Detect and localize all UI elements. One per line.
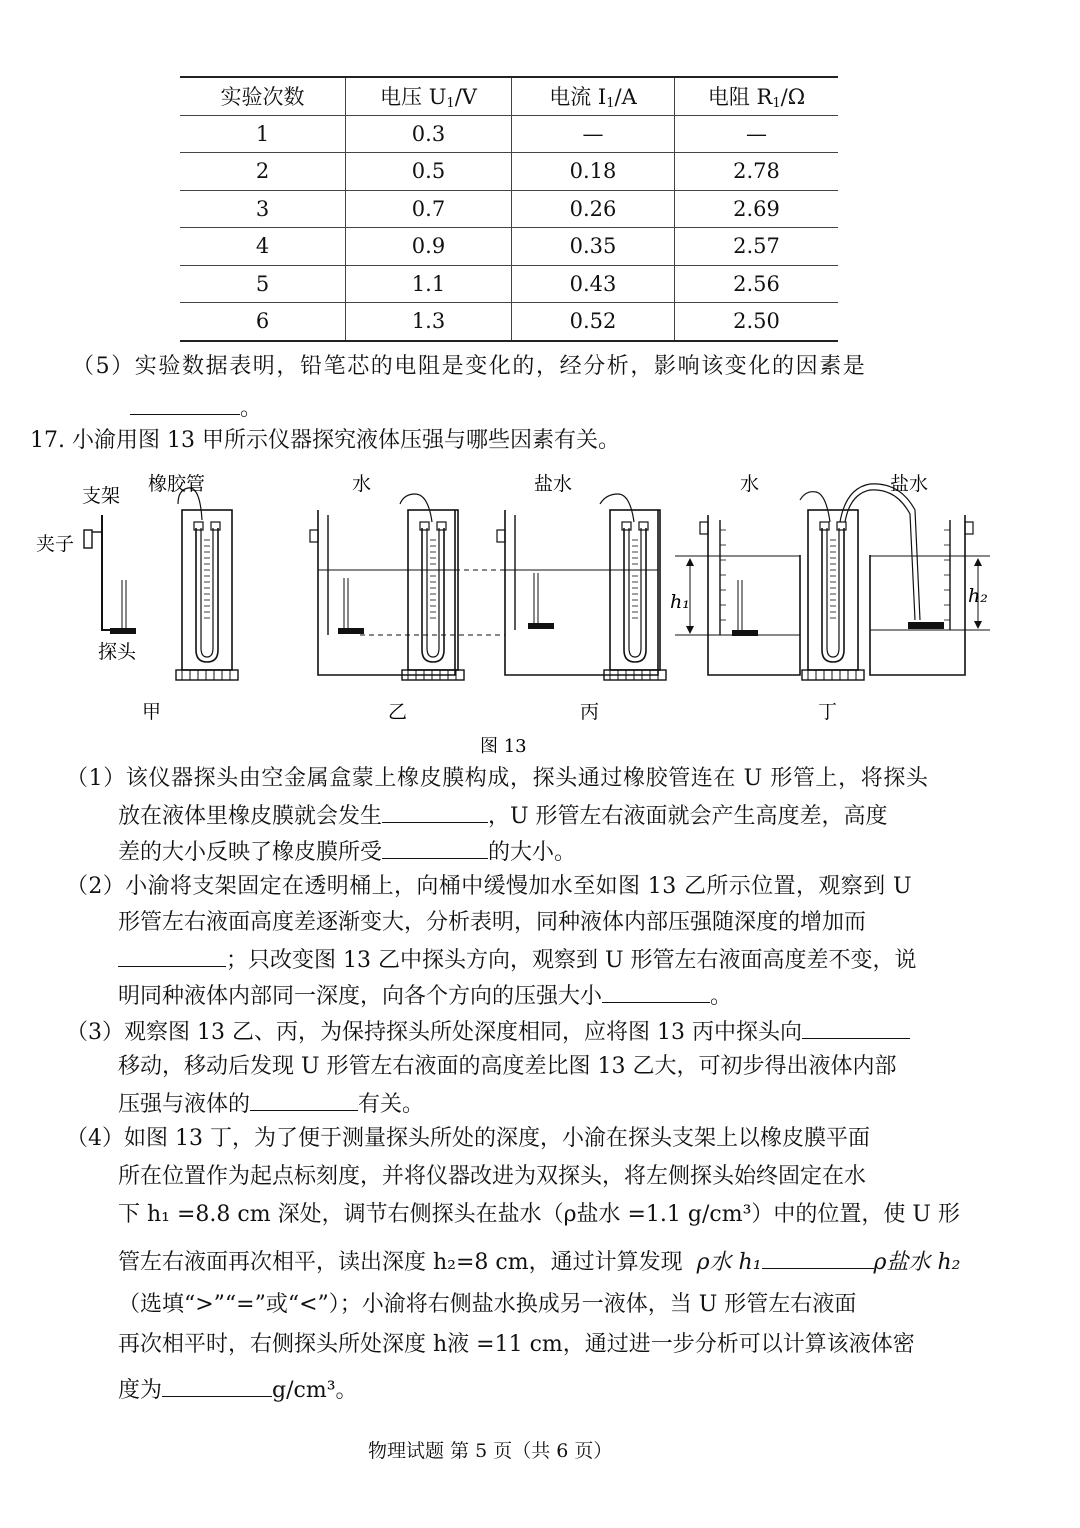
label-water-yi: 水 [352,473,372,495]
table-row [180,303,838,341]
subfigure-ding [670,473,990,723]
table-row [180,115,838,153]
table-row [180,153,838,191]
q17-p3-line3: 压强与液体的 有关。 [118,1088,424,1120]
answer-blank-equal[interactable] [602,980,710,1003]
table-cell: 4 [180,228,346,266]
answer-blank-density[interactable] [250,1088,358,1111]
answer-blank-deform[interactable] [382,800,488,823]
q17-p3-line2: 移动，移动后发现 U 形管左右液面的高度差比图 13 乙大，可初步得出液体内部 [118,1054,897,1079]
q17-p2-line4: 明同种液体内部同一深度，向各个方向的压强大小 。 [118,980,732,1012]
q17-p3-line1: （3）观察图 13 乙、丙，为保持探头所处深度相同，应将图 13 丙中探头向 [66,1016,910,1048]
label-stand: 支架 [82,485,121,507]
table-cell: 0.9 [346,228,512,266]
label-h2: h₂ [968,585,988,607]
answer-blank-liquid-density[interactable] [162,1374,272,1397]
header-current: 电流 $I_1/A$ [512,77,675,115]
subfig-label-jia: 甲 [142,701,162,723]
table-cell: 2.57 [675,228,839,266]
table-cell: 2.50 [675,303,839,341]
table-cell: 2.78 [675,153,839,191]
label-saltwater-bing: 盐水 [534,473,573,495]
q16-part5-text: （5）实验数据表明，铅笔芯的电阻是变化的，经分析，影响该变化的因素是 [72,354,867,379]
answer-blank-pressure[interactable] [382,836,488,859]
q17-p4-line1: （4）如图 13 丁，为了便于测量探头所处的深度，小渝在探头支架上以橡皮膜平面 [66,1126,870,1151]
subfigure-jia [36,473,238,723]
label-clip: 夹子 [36,533,75,555]
table-cell: 0.7 [346,190,512,228]
table-cell: 0.5 [346,153,512,191]
figure-13 [36,470,1000,760]
table-cell: 0.26 [512,190,675,228]
q17-p1-line2: 放在液体里橡皮膜就会发生 ，U 形管左右液面就会产生高度差，高度 [118,800,888,832]
table-cell: 0.18 [512,153,675,191]
table-cell: 0.3 [346,115,512,153]
table-cell: 5 [180,265,346,303]
answer-blank-direction[interactable] [802,1016,910,1039]
answer-blank-compare[interactable] [762,1246,874,1269]
q17-p1-line3: 差的大小反映了橡皮膜所受 的大小。 [118,836,576,868]
table-row [180,265,838,303]
table-row [180,228,838,266]
label-probe: 探头 [98,641,137,663]
figure-caption: 图 13 [480,736,527,757]
subfigure-bing [497,473,666,723]
table-cell: — [675,115,839,153]
label-saltwater-ding: 盐水 [890,473,929,495]
data-table [180,76,838,342]
table-cell: 1.3 [346,303,512,341]
subfig-label-bing: 丙 [580,701,600,723]
table-cell: 0.43 [512,265,675,303]
answer-blank-increase[interactable] [118,944,226,967]
table-cell: 2.69 [675,190,839,228]
header-trial: 实验次数 [180,77,346,115]
table-row [180,190,838,228]
q17-p2-line3: ；只改变图 13 乙中探头方向，观察到 U 形管左右液面高度差不变，说 [118,944,917,976]
q17-p4-line4: 管左右液面再次相平，读出深度 h₂=8 cm，通过计算发现 ρ水 h₁ ρ盐水 h₂ [118,1246,960,1278]
q17-intro: 17. 小渝用图 13 甲所示仪器探究液体压强与哪些因素有关。 [30,428,620,453]
table-cell: 3 [180,190,346,228]
q17-p1-line1: （1）该仪器探头由空金属盒蒙上橡皮膜构成，探头通过橡胶管连在 U 形管上，将探头 [66,766,929,791]
table-cell: 1.1 [346,265,512,303]
table-cell: 6 [180,303,346,341]
table-cell: 2.56 [675,265,839,303]
subfig-label-ding: 丁 [818,701,838,723]
table-header-row [180,77,838,115]
label-water-ding: 水 [740,473,760,495]
q17-p4-line5: （选填“>”“=”或“<”）；小渝将右侧盐水换成另一液体，当 U 形管左右液面 [118,1292,857,1317]
q17-p4-line2: 所在位置作为起点标刻度，并将仪器改进为双探头，将左侧探头始终固定在水 [118,1164,867,1189]
q17-p2-line2: 形管左右液面高度差逐渐变大，分析表明，同种液体内部压强随深度的增加而 [118,910,867,935]
answer-blank[interactable] [130,392,240,415]
subfig-label-yi: 乙 [388,701,408,723]
header-voltage: 电压 $U_1/V$ [346,77,512,115]
q17-p4-line7: 度为 g/cm³。 [118,1374,358,1406]
q16-part5-answer-line: 。 [130,392,262,424]
table-cell: — [512,115,675,153]
q17-p2-line1: （2）小渝将支架固定在透明桶上，向桶中缓慢加水至如图 13 乙所示位置，观察到 U [66,874,912,899]
table-cell: 0.35 [512,228,675,266]
label-h1: h₁ [670,591,690,613]
page-footer: 物理试题 第 5 页（共 6 页） [368,1440,613,1462]
table-cell: 2 [180,153,346,191]
table-cell: 1 [180,115,346,153]
q17-p4-line3: 下 h₁ =8.8 cm 深处，调节右侧探头在盐水（ρ盐水 =1.1 g/cm³）中的位置，使 U 形 [118,1202,960,1227]
label-rubber-tube: 橡胶管 [148,473,206,495]
header-resistance: 电阻 $R_1/\Omega$ [675,77,839,115]
table-cell: 0.52 [512,303,675,341]
subfigure-yi [310,473,464,723]
q17-p4-line6: 再次相平时，右侧探头所处深度 h液 =11 cm，通过进一步分析可以计算该液体密 [118,1332,915,1357]
